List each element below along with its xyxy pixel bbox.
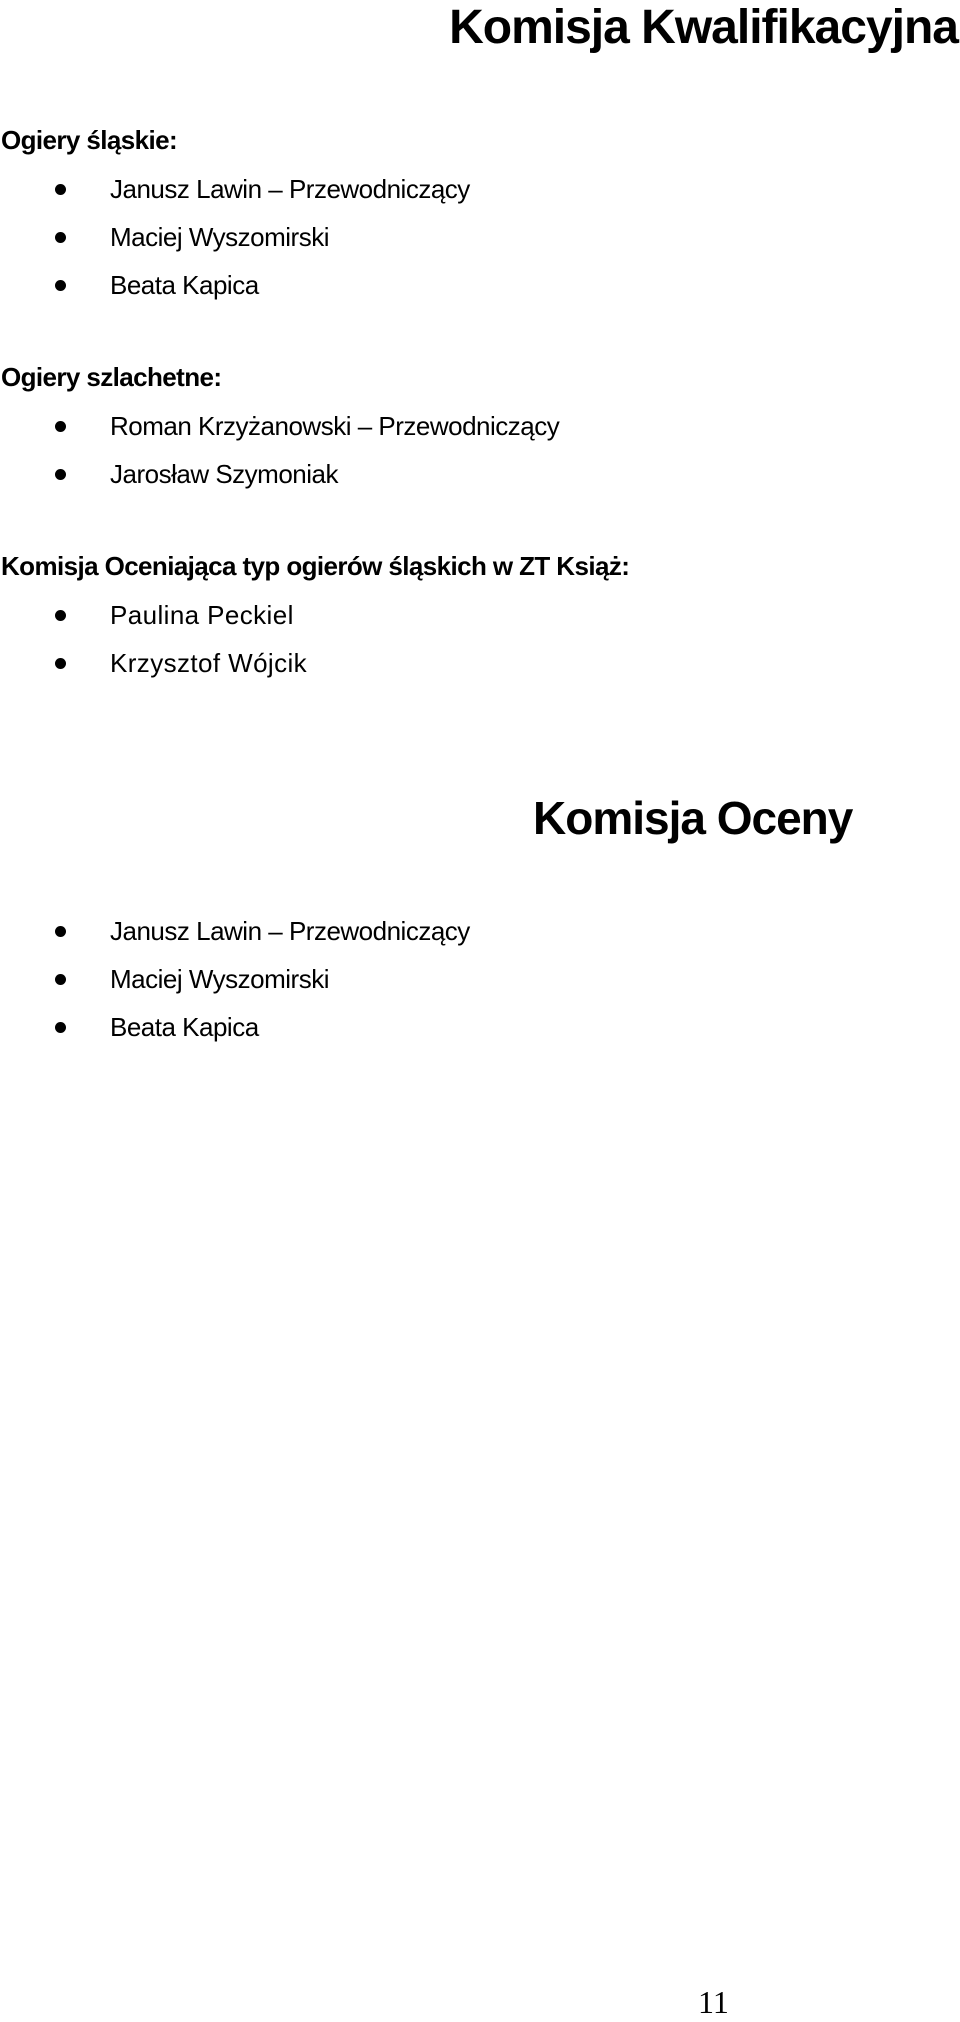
bullet-icon (55, 1022, 66, 1033)
member-name: Janusz Lawin – Przewodniczący (110, 916, 470, 946)
member-name: Maciej Wyszomirski (110, 222, 329, 252)
member-name: Jarosław Szymoniak (110, 459, 338, 489)
bullet-icon (55, 974, 66, 985)
member-name: Roman Krzyżanowski – Przewodniczący (110, 411, 560, 441)
page-number: 11 (698, 1984, 729, 2020)
bullet-icon (55, 184, 66, 195)
bullet-icon (55, 232, 66, 243)
bullet-icon (55, 658, 66, 669)
member-name: Paulina Peckiel (110, 600, 294, 630)
bullet-icon (55, 280, 66, 291)
page-title: Komisja Kwalifikacyjna (449, 1, 958, 54)
bullet-icon (55, 421, 66, 432)
section-heading-noble-stallions: Ogiery szlachetne: (1, 362, 222, 392)
bullet-icon (55, 926, 66, 937)
section-heading-silesian-stallions: Ogiery śląskie: (1, 125, 177, 155)
member-name: Janusz Lawin – Przewodniczący (110, 174, 470, 204)
member-name: Krzysztof Wójcik (110, 648, 308, 678)
member-name: Beata Kapica (110, 270, 259, 300)
bullet-icon (55, 610, 66, 621)
member-name: Maciej Wyszomirski (110, 964, 329, 994)
member-name: Beata Kapica (110, 1012, 259, 1042)
bullet-icon (55, 469, 66, 480)
section-heading-type-evaluation-committee: Komisja Oceniająca typ ogierów śląskich w ZT Książ: (1, 551, 630, 581)
evaluation-committee-title: Komisja Oceny (533, 792, 853, 844)
